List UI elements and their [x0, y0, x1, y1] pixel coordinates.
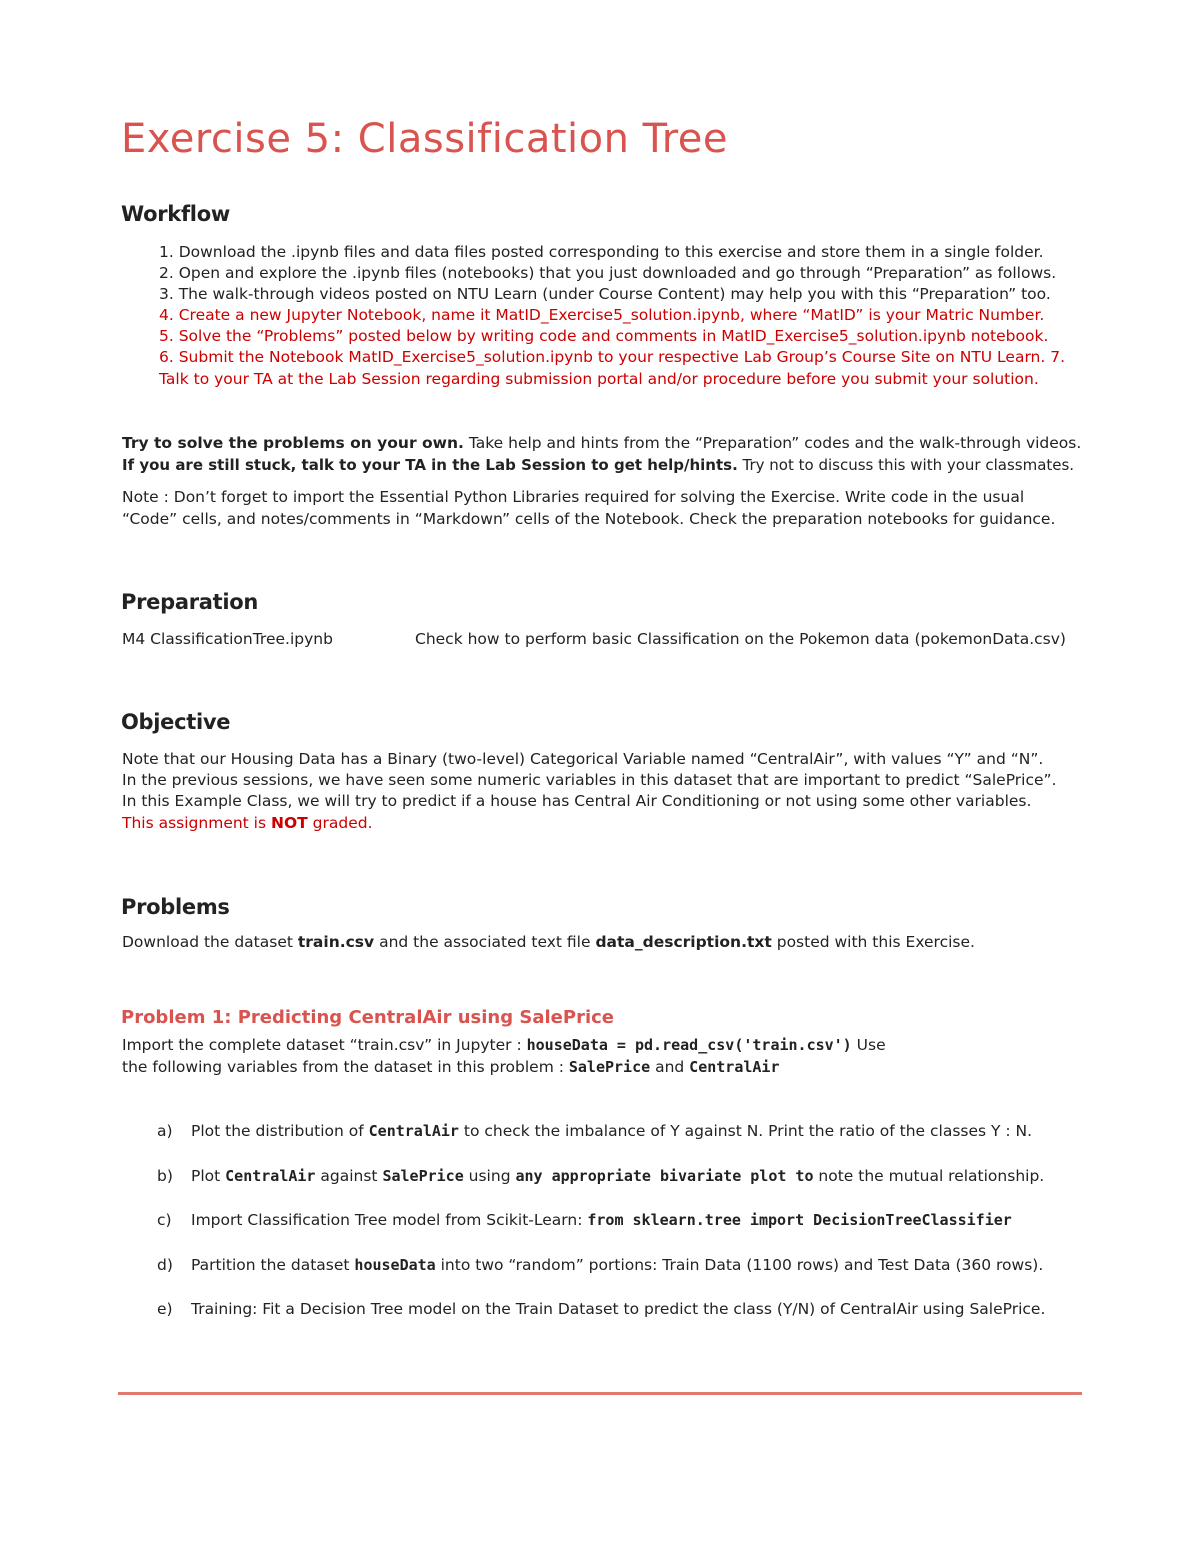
question-c-text	[191, 1210, 1012, 1231]
workflow-item-7: Talk to your TA at the Lab Session regarding submission portal and/or procedure before you submit your solution.	[159, 370, 1039, 388]
problem-1-line-2-and: and	[650, 1058, 690, 1076]
objective-line-1: Note that our Housing Data has a Binary (two-level) Categorical Variable named “CentralAir”, with values “Y” and “N”.	[122, 750, 1044, 768]
preparation-heading: Preparation	[121, 590, 259, 614]
description-file-name: data_description.txt	[595, 933, 772, 951]
question-d-label: d)	[157, 1256, 173, 1274]
footer-divider	[118, 1392, 1082, 1395]
objective-heading: Objective	[121, 710, 231, 734]
problems-intro-post: posted with this Exercise.	[771, 933, 975, 951]
saleprice-code: SalePrice	[568, 1058, 651, 1076]
centralair-code: CentralAir	[689, 1058, 780, 1076]
objective-line-2: In the previous sessions, we have seen some numeric variables in this dataset that are important to predict “SalePrice”.	[122, 771, 1057, 789]
question-b-code-3: any appropriate bivariate plot to	[515, 1167, 814, 1185]
question-b-label: b)	[157, 1167, 173, 1185]
problem-1-line-2-pre: the following variables from the dataset in this problem :	[122, 1058, 569, 1076]
question-e-label: e)	[157, 1300, 173, 1318]
question-b-mid: against	[315, 1167, 383, 1185]
question-b-text	[191, 1166, 1044, 1187]
problem-1-title: Problem 1: Predicting CentralAir using SalePrice	[121, 1007, 614, 1028]
question-a-pre: Plot the distribution of	[191, 1122, 369, 1140]
note-line-1: Note : Don’t forget to import the Essential Python Libraries required for solving the Exercise. Write code in the usual	[122, 488, 1025, 506]
question-c-label: c)	[157, 1211, 172, 1229]
question-d-pre: Partition the dataset	[191, 1256, 355, 1274]
guidance-line-1	[122, 433, 1081, 454]
workflow-item-4: 4. Create a new Jupyter Notebook, name it MatID_Exercise5_solution.ipynb, where “MatID” is your Matric Number.	[159, 306, 1045, 324]
graded-note-pre: This assignment is	[122, 814, 271, 832]
train-file-name: train.csv	[297, 933, 375, 951]
problem-1-line-1-pre: Import the complete dataset “train.csv” in Jupyter :	[122, 1036, 527, 1054]
problem-1-line-1	[122, 1035, 886, 1056]
question-d-code: houseData	[354, 1256, 436, 1274]
question-b-post: note the mutual relationship.	[813, 1167, 1045, 1185]
problems-intro-mid: and the associated text file	[374, 933, 596, 951]
graded-note-post: graded.	[307, 814, 373, 832]
workflow-item-6: 6. Submit the Notebook MatID_Exercise5_solution.ipynb to your respective Lab Group’s Course Site on NTU Learn. 7.	[159, 348, 1066, 366]
question-d-post: into two “random” portions: Train Data (1100 rows) and Test Data (360 rows).	[435, 1256, 1044, 1274]
graded-note-emphasis: NOT	[271, 814, 308, 832]
guidance-line-2-rest: Try not to discuss this with your classmates.	[737, 456, 1075, 474]
workflow-item-3: 3. The walk-through videos posted on NTU Learn (under Course Content) may help you with this “Preparation” too.	[159, 285, 1051, 303]
workflow-heading: Workflow	[121, 202, 230, 226]
question-b-code-2: SalePrice	[382, 1167, 464, 1185]
objective-line-3: In this Example Class, we will try to predict if a house has Central Air Conditioning or not using some other variables.	[122, 792, 1032, 810]
guidance-line-1-bold: Try to solve the problems on your own.	[122, 434, 464, 452]
read-csv-code: houseData = pd.read_csv('train.csv')	[526, 1036, 852, 1054]
problem-1-line-1-post: Use	[851, 1036, 886, 1054]
guidance-line-2	[122, 455, 1074, 476]
question-b-pre: Plot	[191, 1167, 226, 1185]
note-line-2: “Code” cells, and notes/comments in “Markdown” cells of the Notebook. Check the preparation notebooks for guidance.	[122, 510, 1056, 528]
guidance-line-1-rest: Take help and hints from the “Preparation” codes and the walk-through videos.	[463, 434, 1082, 452]
question-b-code-1: CentralAir	[225, 1167, 316, 1185]
problem-1-line-2	[122, 1057, 779, 1078]
problems-intro-pre: Download the dataset	[122, 933, 298, 951]
question-c-code: from sklearn.tree import DecisionTreeClassifier	[587, 1211, 1012, 1229]
question-a-post: to check the imbalance of Y against N. Print the ratio of the classes Y : N.	[458, 1122, 1033, 1140]
problems-intro	[122, 932, 975, 953]
question-e-text: Training: Fit a Decision Tree model on the Train Dataset to predict the class (Y/N) of CentralAir using SalePrice.	[191, 1300, 1046, 1318]
page-title: Exercise 5: Classification Tree	[121, 116, 729, 162]
question-d-text	[191, 1255, 1043, 1276]
workflow-item-1: 1. Download the .ipynb files and data files posted corresponding to this exercise and store them in a single folder.	[159, 243, 1044, 261]
question-a-label: a)	[157, 1122, 173, 1140]
graded-note	[122, 813, 373, 834]
question-a-text	[191, 1121, 1032, 1142]
workflow-item-2: 2. Open and explore the .ipynb files (notebooks) that you just downloaded and go through “Preparation” as follows.	[159, 264, 1057, 282]
preparation-file: M4 ClassificationTree.ipynb	[122, 630, 333, 648]
problems-heading: Problems	[121, 895, 230, 919]
preparation-description: Check how to perform basic Classification on the Pokemon data (pokemonData.csv)	[415, 630, 1066, 648]
question-a-code: CentralAir	[368, 1122, 459, 1140]
workflow-item-5: 5. Solve the “Problems” posted below by writing code and comments in MatID_Exercise5_solution.ipynb notebook.	[159, 327, 1049, 345]
guidance-line-2-bold: If you are still stuck, talk to your TA in the Lab Session to get help/hints.	[122, 456, 738, 474]
question-c-pre: Import Classification Tree model from Scikit-Learn:	[191, 1211, 588, 1229]
question-b-mid-2: using	[463, 1167, 516, 1185]
